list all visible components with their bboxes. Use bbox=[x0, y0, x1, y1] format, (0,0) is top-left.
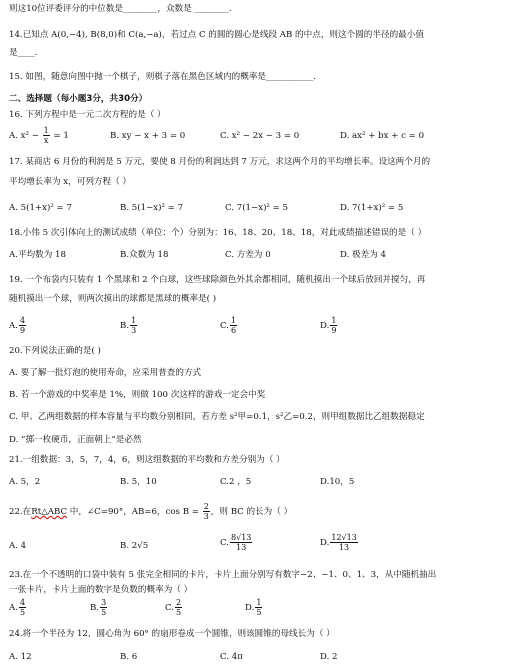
q20-option-a: A. 要了解一批灯泡的使用寿命，应采用普查的方式 bbox=[9, 368, 202, 378]
section-heading: 二、选择题（每小题3分，共30分） bbox=[9, 94, 148, 104]
q21-option-d: D.10，5 bbox=[320, 477, 355, 487]
q20-option-d: D. “掷一枚硬币，正面朝上”是必然 bbox=[9, 435, 142, 445]
q20-option-b: B. 若一个游戏的中奖率是 1%，则做 100 次这样的游戏一定会中奖 bbox=[9, 390, 266, 400]
q23-option-b: B. $\frac{3}{5}$ bbox=[90, 598, 107, 617]
q22-cos-fraction: $\frac{2}{3}$ bbox=[203, 502, 209, 521]
q23-line2: 一张卡片，卡片上面的数字是负数的概率为（ ） bbox=[9, 585, 193, 595]
q14-line1: 14.已知点 A(0,−4), B(8,0)和 C(a,−a)，若过点 C 的圆的圆心是线段 AB 的中点，则这个圆的半径的最小值 bbox=[9, 30, 424, 40]
q22-option-a: A. 4 bbox=[9, 541, 27, 551]
q16-stem: 16. 下列方程中是一元二次方程的是（ ） bbox=[9, 110, 166, 120]
q17-option-c: C. 7(1−x)² = 5 bbox=[225, 203, 288, 213]
q19-d-fraction: $\frac{1}{9}$ bbox=[331, 316, 337, 335]
q19-option-b: B. $\frac{1}{3}$ bbox=[120, 316, 137, 335]
q22-stem: 22.在Rt△ABC 中，∠C=90°，AB=6，cos B = $\frac{2}{3}$ ，则 BC 的长为（ ） bbox=[9, 502, 293, 521]
q17-option-a: A. 5(1+x)² = 7 bbox=[9, 203, 72, 213]
q13-line: 则这10位评委评分的中位数是________，众数是 ________. bbox=[9, 4, 232, 14]
q18-option-d: D. 极差为 4 bbox=[340, 250, 387, 260]
q16-option-d: D. ax² + bx + c = 0 bbox=[340, 131, 425, 141]
q19-b-fraction: $\frac{1}{3}$ bbox=[131, 316, 137, 335]
q18-option-b: B.众数为 18 bbox=[120, 250, 169, 260]
q19-option-c: C. $\frac{1}{6}$ bbox=[220, 316, 237, 335]
q21-option-b: B. 5，10 bbox=[120, 477, 157, 487]
q18-option-a: A.平均数为 18 bbox=[9, 250, 66, 260]
q16-option-a: A. x² − $\frac{1}{x}$ = 1 bbox=[9, 126, 69, 145]
q19-option-a: A. $\frac{4}{9}$ bbox=[9, 316, 26, 335]
q17-line1: 17. 某商店 6 月份的利润是 5 万元，要使 8 月份的利润达到 7 万元，求这两个月的平均增长率。设这两个月的 bbox=[9, 157, 431, 167]
q19-c-fraction: $\frac{1}{6}$ bbox=[231, 316, 237, 335]
q23-c-fraction: $\frac{2}{5}$ bbox=[176, 598, 182, 617]
q22-option-c: C. $\frac{8√13}{13}$ bbox=[220, 533, 252, 552]
q24-option-d: D. 2 bbox=[320, 652, 338, 662]
q21-stem: 21.一组数据：3，5，7，4，6，则这组数据的平均数和方差分别为（ ） bbox=[9, 455, 285, 465]
q19-line2: 随机摸出一个球，则两次摸出的球都是黑球的概率是( ) bbox=[9, 294, 217, 304]
q17-option-d: D. 7(1+x)² = 5 bbox=[340, 203, 404, 213]
q22-option-d: D. $\frac{12√13}{13}$ bbox=[320, 533, 357, 552]
q16-option-b: B. xy − x + 3 = 0 bbox=[110, 131, 186, 141]
q18-stem: 18.小伟 5 次引体向上的测试成绩（单位：个）分别为：16、18、20、18、18，对此成绩描述错误的是（ ） bbox=[9, 228, 427, 238]
q24-stem: 24.将一个半径为 12，圆心角为 60° 的扇形卷成一个圆锥，则该圆锥的母线长为（ ） bbox=[9, 629, 335, 639]
q19-line1: 19. 一个布袋内只装有 1 个黑球和 2 个白球，这些球除颜色外其余都相同，随机摸出一个球后放回并搅匀，再 bbox=[9, 275, 426, 285]
q23-option-d: D. $\frac{1}{5}$ bbox=[245, 598, 262, 617]
q21-option-a: A. 5，2 bbox=[9, 477, 41, 487]
q21-option-c: C.2 ，5 bbox=[220, 477, 252, 487]
q20-option-c: C. 甲、乙两组数据的样本容量与平均数分别相同，若方差 s²甲=0.1，s²乙=0.2，则甲组数据比乙组数据稳定 bbox=[9, 412, 425, 422]
q23-a-fraction: $\frac{4}{5}$ bbox=[19, 598, 26, 617]
q22-d-fraction: $\frac{12√13}{13}$ bbox=[331, 533, 357, 552]
q16-a-fraction: $\frac{1}{x}$ bbox=[43, 126, 49, 145]
q20-stem: 20.下列说法正确的是( ) bbox=[9, 346, 101, 356]
rt-triangle-term: Rt△ABC bbox=[31, 507, 68, 517]
q23-d-fraction: $\frac{1}{5}$ bbox=[256, 598, 262, 617]
q24-option-b: B. 6 bbox=[120, 652, 138, 662]
q18-option-c: C. 方差为 0 bbox=[225, 250, 271, 260]
q19-option-d: D. $\frac{1}{9}$ bbox=[320, 316, 337, 335]
q14-line2: 是____. bbox=[9, 48, 38, 58]
q23-line1: 23.在一个不透明的口袋中装有 5 张完全相同的卡片，卡片上面分别写有数字−2、−1、0、1、3，从中随机抽出 bbox=[9, 570, 437, 580]
q22-option-b: B. 2√5 bbox=[120, 541, 149, 551]
q17-line2: 平均增长率为 x，可列方程（ ） bbox=[9, 177, 132, 187]
q22-c-fraction: $\frac{8√13}{13}$ bbox=[231, 533, 252, 552]
q24-option-a: A. 12 bbox=[9, 652, 32, 662]
q23-b-fraction: $\frac{3}{5}$ bbox=[101, 598, 107, 617]
q15-line: 15. 如图，随意向图中抛一个棋子，则棋子落在黑色区域内的概率是___________. bbox=[9, 72, 317, 82]
q17-option-b: B. 5(1−x)² = 7 bbox=[120, 203, 184, 213]
q16-option-c: C. x² − 2x − 3 = 0 bbox=[220, 131, 300, 141]
q23-option-a: A. $\frac{4}{5}$ bbox=[9, 598, 26, 617]
q23-option-c: C. $\frac{2}{5}$ bbox=[165, 598, 182, 617]
q24-option-c: C. 4π bbox=[220, 652, 243, 662]
q19-a-fraction: $\frac{4}{9}$ bbox=[19, 316, 26, 335]
